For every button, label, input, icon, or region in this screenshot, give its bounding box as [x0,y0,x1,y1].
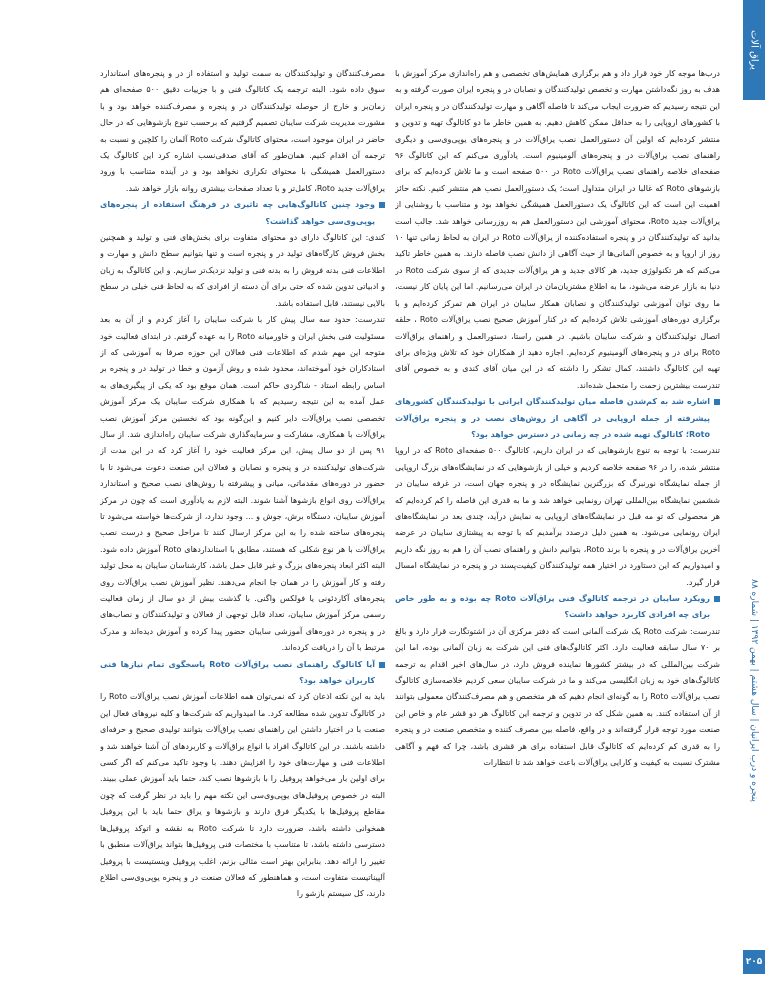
text-column-left [100,66,385,966]
body-paragraph: باید به این نکته اذعان کرد که نمی‌توان همه اطلاعات آموزش نصب یراق‌آلات Roto را در کاتالوگ تدوین شده مطالعه کرد. ما امیدواریم که شرکت‌ها و کلیه نیروهای فعال این صنعت با در اختیار داشتن این راهنمای نصب یراق‌آلات بتوانند تولیدی صحیح و حرفه‌ای داشته باشند. در این کاتالوگ افراد با انواع یراق‌آلات و کاربردهای آن آشنا خواهند شد و اطلاعات فنی و مهارت‌های خود را افزایش دهند. با وجود تاکید می‌کنم که اگر کسی برای اولین بار می‌خواهد پروفیل را با بازشوها نصب کند، حتما باید آموزش عملی ببیند. البته در خصوص پروفیل‌های یوپی‌وی‌سی این نکته مهم را باید در نظر گرفت که چون مقاطع پروفیل‌ها با یکدیگر فرق دارند و بازشوها و یراق حتما باید با این پروفیل همخوانی داشته باشد، ضرورت دارد تا شرکت Roto به نقشه و اتوکد پروفیل‌ها دسترسی داشته باشد، تا متناسب با مختصات فنی پروفیل‌ها بتواند یراق‌آلات منطبق با تغییر را ارائه دهد. بنابراین بهتر است مثالی بزنم، اغلب پروفیل وینستیست با پروفیل آلپیناتیست متفاوت است، و هماهنطور که فعالان صنعت در و پنجره یوپی‌وی‌سی اطلاع دارند، کل سیستم بازشو را [100,692,385,899]
issue-info [745,430,763,950]
question-heading: رویکرد سایبان در ترجمه کاتالوگ فنی یراق‌آلات Roto چه بوده و به طور خاص برای چه افرادی کاربرد خواهد داشت؟ [395,591,720,624]
section-tab [743,0,765,100]
issue-line: پنجره و درب ایرانیان | سال هشتم | بهمن ۱۳۹۲ | شماره ۸۸ [749,578,759,802]
sidebar [743,0,765,990]
body-paragraph: تندرست: با توجه به تنوع بازشوهایی که در ایران داریم، کاتالوگ ۵۰۰ صفحه‌ای Roto که در اروپا منتشر شده، را در ۹۶ صفحه خلاصه کردیم و خیلی از بازشوهایی که در نمایشگاه‌های بزرگ اروپایی از جمله نمایشگاه نورنبرگ که بزرگترین نمایشگاه در و پنجره جهان است، در غرفه سایبان در ششمین نمایشگاه بین‌المللی تهران رونمایی خواهد شد و ما به قدری این فاصله را کم کرده‌ایم که هر محصولی که تو مه قبل در نمایشگاه‌های اروپایی به نمایش درآید، چندی بعد در نمایشگاه‌های ایران رونمایی می‌شود. به همین دلیل درصدد برآمدیم که با توجه به پیشتازی سایبان در عرضه آخرین یراق‌آلات در و پنجره با برند Roto، بتوانیم دانش و راهنمای نصب آن را هم به روز نگه داریم و امیدواریم که این دستاورد در اختیار همه تولیدکنندگان کیفیت‌پسند در و پنجره در نمایشگاه امسال قرار گیرد. [395,446,720,587]
question-heading: آیا کاتالوگ راهنمای نصب یراق‌آلات Roto پاسخگوی تمام نیازها فنی کاربران خواهد بود؟ [100,657,385,690]
question-heading: اشاره شد به کم‌شدن فاصله میان تولیدکنندگان ایرانی با تولیدکنندگان کشورهای پیشرفته از جمله اروپایی در آگاهی از روش‌های نصب در و پنجره یراق‌آلات Roto؛ کاتالوگ تهیه شده در چه زمانی در دسترس خواهد بود؟ [395,394,720,443]
body-paragraph: کندی: این کاتالوگ دارای دو محتوای متفاوت برای بخش‌های فنی و تولید و همچنین بخش فروش کارگاه‌های تولید در و پنجره است و تنها بتوانیم سطح دانش و مهارت و اطلاعات فنی بدنه فروش را به بدنه فنی و تولید نزدیک‌تر سازیم. و این کاتالوگ به زبان و ادبیاتی تدوین شده که حتی برای آن دسته از افرادی که به لحاظ فنی خیلی در سطح بالایی نیستند، قابل استفاده باشد. [100,233,385,308]
question-heading: وجود چنین کاتالوگ‌هایی چه تاثیری در فرهنگ استفاده از پنجره‌های یوپی‌وی‌سی خواهد گذاشت؟ [100,197,385,230]
page-number: ۲۰۵ [743,950,765,974]
body-paragraph: تندرست: حدود سه سال پیش کار با شرکت سایبان را آغاز کردم و از آن به بعد مسئولیت فنی بخش ایران و خاورمیانه Roto را به عهده گرفتم. در ابتدای فعالیت خود متوجه این مهم شدم که اطلاعات فنی فعالان این حوزه صرفا به آموزشی که از استادکاران خود آموخته‌اند، محدود شده و روش آزمون و خطا در تولید در و پنجره بر اساس رابطه استاد - شاگردی حاکم است. همان موقع بود که یکی از پیگیری‌های به عمل آمده به این نتیجه رسیدیم که با همکاری شرکت سایبان یک مرکز آموزش تخصصی نصب یراق‌آلات دایر کنیم و این‌گونه بود که نخستین مرکز آموزش نصب یراق‌آلات با همکاری، مشارکت و سرمایه‌گذاری شرکت سایبان راه‌اندازی شد. از سال ۹۱ پس از دو سال پیش، این مرکز فعالیت خود را آغاز کرد که در این مدت از شرکت‌های تولیدکننده در و پنجره و نصابان و فعالان این صنعت دعوت می‌شود تا با حضور در دوره‌های مقدماتی، میانی و پیشرفته با روش‌های نصب صحیح و استاندارد یراق‌آلات روی انواع بازشوها آشنا شوند. البته لازم به یادآوری است که چون در مرکز آموزش سایبان، دستگاه برش، جوش و ... وجود ندارد، از شرکت‌ها خواسته می‌شود تا پنجره‌های ساخته شده را به این مرکز ارسال کنند تا مراحل صحیح و درست نصب یراق‌آلات با هر نوع شکلی که هستند، مطابق با استانداردهای Roto آموزش داده شود. البته اکثر ابعاد پنجره‌های بزرگ و غیر قابل حمل باشد، کارشناسان سایبان به محل تولید رفته و کار آموزش را در همان جا انجام می‌دهند. نظیر آموزش نصب یراق‌آلات روی پنجره‌های آکاردئونی یا فولکس واگنی. با گذشت بیش از دو سال از زمان فعالیت رسمی مرکز آموزش سایبان، تعداد قابل توجهی از فعالان و تولیدکنندگان و نصاب‌های در و پنجره در دوره‌های آموزشی سایبان حضور پیدا کرده و آموزش دیده‌اند و مدرک مرتبط با آن را دریافت کرده‌اند. [100,315,385,653]
body-paragraph: درب‌ها موجه کار خود قرار داد و هم برگزاری همایش‌های تخصصی و هم راه‌اندازی مرکز آموزش با هدف به روز نگه‌داشتن مهارت و تخصص تولیدکنندگان و نصابان در و پنجره ایران صورت گرفته و به این نتیجه رسیدیم که ضرورت ایجاب می‌کند تا فاصله آگاهی و مهارت تولیدکنندگان در و پنجره ایران با کشورهای اروپایی را به حداقل ممکن کاهش دهیم. به همین خاطر ما دو کاتالوگ تهیه و تدوین و منتشر کرده‌ایم که اولین آن دستورالعمل نصب یراق‌آلات در و پنجره‌های یوپی‌وی‌سی و دیگری راهنمای نصب یراق‌آلات در و پنجره‌های آلومینیوم است. یادآوری می‌کنم که این کاتالوگ ۹۶ صفحه‌ای خلاصه راهنمای نصب یراق‌آلات Roto در ۵۰۰ صفحه است و ما تلاش کرده‌ایم که برای بازشوهای Roto که غالبا در ایران متداول است؛ یک دستورالعمل نصب هم منتشر کنیم. نکته حائز اهمیت این است که این کاتالوگ یک دستورالعمل همیشگی نخواهد بود و متناسب با روشنایی از یراق‌آلات جدید Roto، محتوای آموزشی این دستورالعمل هم به روزرسانی خواهد شد. جالب است بدانید که تولیدکنندگان در و پنجره استفاده‌کننده از یراق‌آلات Roto در ایران به لحاظ زمانی تنها ۱۰ روز از اروپا و به خصوص آلمانی‌ها از حیث آگاهی از دانش نصب فاصله دارند. به همین خاطر تاکید می‌کنم که هر تکنولوژی جدید، هر کالای جدید و هر یراق‌آلات جدیدی که از سوی شرکت Roto در دنیا به بازار عرضه می‌شود، ما به اطلاع مشتریان‌مان در ایران می‌رسانیم. اما این پایان کار نیست، ما روی توان آموزشی تولیدکنندگان و نصابان همکار سایبان در ایران هم تمرکز کرده‌ایم و با برگزاری دوره‌های آموزشی تلاش کرده‌ایم که در کنار آموزش صحیح نصب یراق‌آلات Roto ، حلقه اتصال تولیدکنندگان و شرکت سایبان باشیم. در همین راستا، دستورالعمل و راهنمای یراق‌آلات Roto برای در و پنجره‌های آلومینیوم کرده‌ایم. اجازه دهید از همکاران خود که تلاش ویژه‌ای برای تهیه این کاتالوگ داشتند، کمال تشکر را داشته که در این میان آقای کندی و به خصوص آقای تندرست بیشترین زحمت را متحمل شده‌اند. [395,69,720,390]
text-column-right [395,66,720,966]
body-paragraph: تندرست: شرکت Roto یک شرکت آلمانی است که دفتر مرکزی آن در اشتوتگارت قرار دارد و بالغ بر ۷۰ سال سابقه فعالیت دارد. اکثر کاتالوگ‌های فنی این شرکت به زبان آلمانی بوده، اما این شرکت بین‌المللی که در بیشتر کشورها نماینده فروش دارد، در سال‌های اخیر اقدام به ترجمه کاتالوگ‌های خود به زبان انگلیسی می‌کند و ما در شرکت سایبان سعی کردیم خلاصه‌سازی کاتالوگ نصب یراق‌آلات Roto را به گونه‌ای انجام دهیم که هر متخصص و هم مصرف‌کنندگان معمولی بتوانند از آن استفاده کنند. به همین شکل که در تدوین و ترجمه این کاتالوگ هر دو قشر عام و خاص این صنعت مورد توجه قرار گرفته‌اند و در واقع، فاصله بین مصرف کننده و متخصص صنعت در و پنجره را به قدری کم کرده‌ایم که کاتالوگ قابل استفاده برای هر قشری باشد، چرا که فهم و آگاهی مشترک نسبت به کیفیت و کارایی یراق‌آلات باعث خواهد شد تا انتظارات [395,626,720,768]
body-paragraph: مصرف‌کنندگان و تولیدکنندگان به سمت تولید و استفاده از در و پنجره‌های استاندارد سوق داده شود. البته ترجمه یک کاتالوگ فنی و با جزییات دقیق ۵۰۰ صفحه‌ای هم زمان‌بر و خارج از حوصله تولیدکنندگان در و پنجره و مصرف‌کننده خواهد بود و با مشورت مدیریت شرکت سایبان تصمیم گرفتیم که برحسب تنوع بازشوهایی که در حال حاضر در ایران موجود است، محتوای کاتالوگ شرکت Roto آلمان را کلچین و نسبت به ترجمه آن اقدام کنیم. همان‌طور که آقای صدقی‌نسب اشاره کرد این کاتالوگ یک دستورالعمل همیشگی با محتوای تکراری نخواهد بود و در آینده متناسب با ورود یراق‌آلات جدید Roto، کامل‌تر و با تعداد صفحات بیشتری روانه بازار خواهد شد. [100,69,385,193]
section-title: یراق آلات [748,30,760,70]
